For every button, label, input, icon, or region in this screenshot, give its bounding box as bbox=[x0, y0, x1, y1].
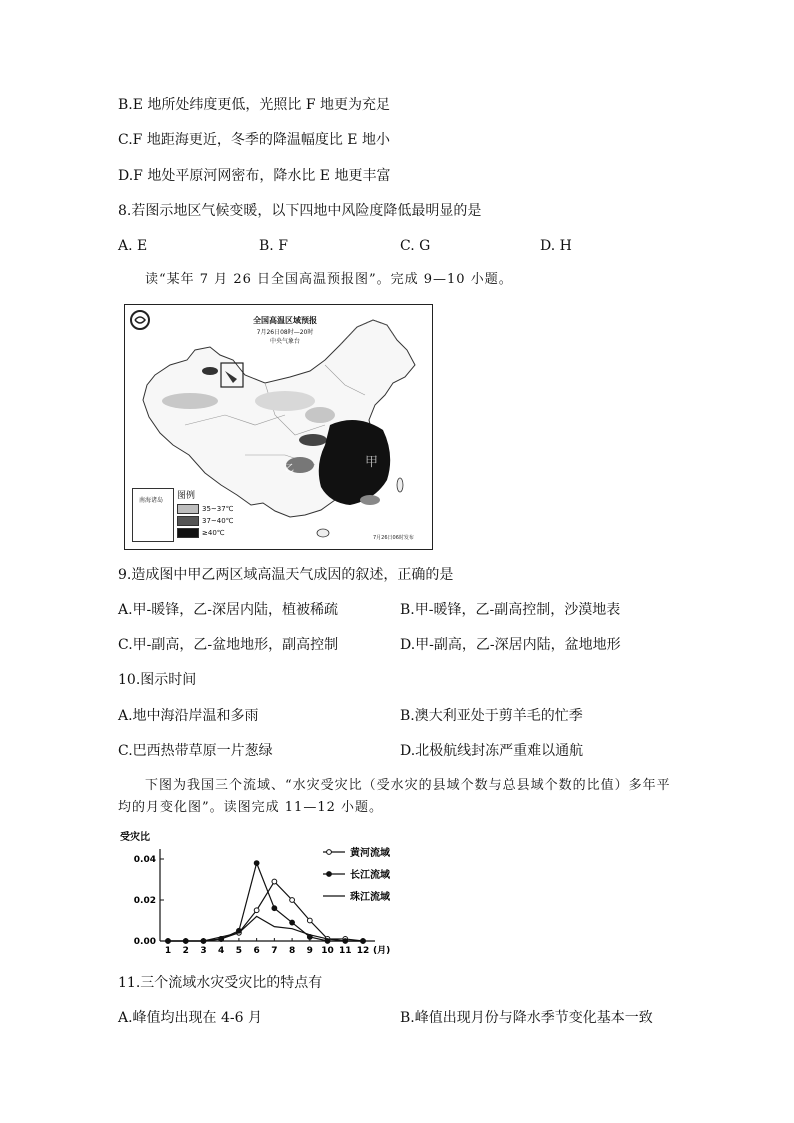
x-axis-label: (月) bbox=[373, 946, 391, 956]
q10-option-a: A.地中海沿岸温和多雨 bbox=[118, 708, 259, 724]
x-tick-label: 11 bbox=[339, 946, 352, 956]
turpan-heat-area bbox=[202, 367, 218, 375]
series-1-point bbox=[290, 898, 295, 903]
flood-ratio-chart-svg bbox=[118, 828, 408, 958]
q11-option-a: A.峰值均出现在 4-6 月 bbox=[118, 1010, 263, 1026]
legend-marker-1 bbox=[327, 850, 332, 855]
inset-label: 南海诸岛 bbox=[139, 497, 164, 504]
q9-option-c: C.甲-副高，乙-盆地地形，副高控制 bbox=[118, 637, 339, 653]
intro-11-12-line2: 均的月变化图”。读图完成 11—12 小题。 bbox=[118, 800, 383, 815]
q7-option-d: D.F 地处平原河网密布，降水比 E 地更丰富 bbox=[118, 168, 391, 184]
x-tick-label: 8 bbox=[288, 946, 296, 956]
x-tick-label: 7 bbox=[271, 946, 278, 956]
q9-option-a: A.甲-暖锋，乙-深居内陆，植被稀疏 bbox=[118, 602, 339, 618]
x-tick-label: 3 bbox=[200, 946, 207, 956]
q9-stem: 9.造成图中甲乙两区域高温天气成因的叙述，正确的是 bbox=[118, 567, 454, 583]
x-tick-label: 12 bbox=[356, 946, 370, 956]
q8-option-a: A. E bbox=[118, 238, 148, 254]
map-title: 全国高温区域预报 bbox=[253, 316, 317, 325]
sichuan-heat-area bbox=[299, 434, 327, 446]
legend-swatch-2 bbox=[177, 516, 199, 526]
series-1-point bbox=[254, 908, 259, 913]
map-subtitle-source: 中央气象台 bbox=[269, 338, 300, 345]
series-1-point bbox=[272, 879, 277, 884]
q11-option-b: B.峰值出现月份与降水季节变化基本一致 bbox=[400, 1010, 653, 1026]
y-axis-label: 受灾比 bbox=[120, 832, 150, 843]
q9-option-d: D.甲-副高，乙-深居内陆，盆地地形 bbox=[400, 637, 621, 653]
legend-swatch-1 bbox=[177, 504, 199, 514]
jia-heat-area bbox=[319, 420, 390, 505]
q8-option-d: D. H bbox=[540, 238, 572, 254]
flood-ratio-chart bbox=[118, 828, 408, 958]
q10-stem: 10.图示时间 bbox=[118, 672, 197, 688]
legend-marker-2 bbox=[327, 872, 332, 877]
q7-option-b: B.E 地所处纬度更低，光照比 F 地更为充足 bbox=[118, 97, 391, 113]
q10-option-c: C.巴西热带草原一片葱绿 bbox=[118, 743, 273, 759]
q9-option-b: B.甲-暖锋，乙-副高控制，沙漠地表 bbox=[400, 602, 621, 618]
series-line-2 bbox=[168, 863, 363, 941]
cma-logo-icon bbox=[131, 311, 149, 329]
legend-title: 图例 bbox=[177, 491, 196, 501]
taiwan-island bbox=[397, 478, 403, 492]
legend-label-2: 长江流域 bbox=[350, 870, 390, 881]
y-tick-label: 0.02 bbox=[133, 896, 156, 906]
series-line-1 bbox=[168, 882, 363, 941]
intro-11-12-line1: 下图为我国三个流域、“水灾受灾比（受水灾的县域个数与总县域个数的比值）多年平 bbox=[145, 778, 671, 793]
q10-option-d: D.北极航线封冻严重难以通航 bbox=[400, 743, 584, 759]
q11-stem: 11.三个流域水灾受灾比的特点有 bbox=[118, 975, 323, 991]
y-tick-label: 0.04 bbox=[133, 855, 156, 865]
hainan-island bbox=[317, 529, 329, 537]
south-china-sea-inset bbox=[132, 488, 174, 542]
series-1-point bbox=[307, 918, 312, 923]
legend-item-2: 37~40℃ bbox=[177, 516, 234, 526]
x-tick-label: 4 bbox=[218, 946, 225, 956]
x-tick-label: 10 bbox=[321, 946, 334, 956]
series-2-point bbox=[272, 906, 277, 911]
legend-label-1: 黄河流域 bbox=[350, 848, 390, 859]
q8-option-c: C. G bbox=[400, 238, 431, 254]
x-tick-label: 9 bbox=[306, 946, 313, 956]
legend-label-3: 珠江流域 bbox=[350, 892, 390, 903]
china-heat-map-figure bbox=[124, 304, 433, 550]
q7-option-c: C.F 地距海更近，冬季的降温幅度比 E 地小 bbox=[118, 132, 390, 148]
xinjiang-heat-area bbox=[162, 393, 218, 409]
label-jia: 甲 bbox=[365, 455, 379, 470]
x-tick-label: 2 bbox=[182, 946, 189, 956]
legend-item-1: 35~37℃ bbox=[177, 504, 234, 514]
legend-item-3: ≥40℃ bbox=[177, 528, 225, 538]
x-tick-label: 1 bbox=[164, 946, 172, 956]
legend-swatch-3 bbox=[177, 528, 199, 538]
y-tick-label: 0.00 bbox=[133, 937, 156, 947]
q10-option-b: B.澳大利亚处于剪羊毛的忙季 bbox=[400, 708, 583, 724]
series-2-point bbox=[290, 920, 295, 925]
q8-stem: 8.若图示地区气候变暖，以下四地中风险度降低最明显的是 bbox=[118, 203, 482, 219]
map-footer: 7月26日06时发布 bbox=[373, 535, 414, 541]
label-yi: 乙 bbox=[285, 464, 295, 474]
series-line-3 bbox=[168, 916, 363, 941]
x-tick-label: 6 bbox=[253, 946, 260, 956]
intro-9-10: 读“某年 7 月 26 日全国高温预报图”。完成 9—10 小题。 bbox=[145, 272, 513, 287]
x-tick-label: 5 bbox=[235, 946, 243, 956]
map-subtitle-time: 7月26日08时—20时 bbox=[256, 329, 314, 336]
q8-option-b: B. F bbox=[259, 238, 288, 254]
series-2-point bbox=[254, 861, 259, 866]
